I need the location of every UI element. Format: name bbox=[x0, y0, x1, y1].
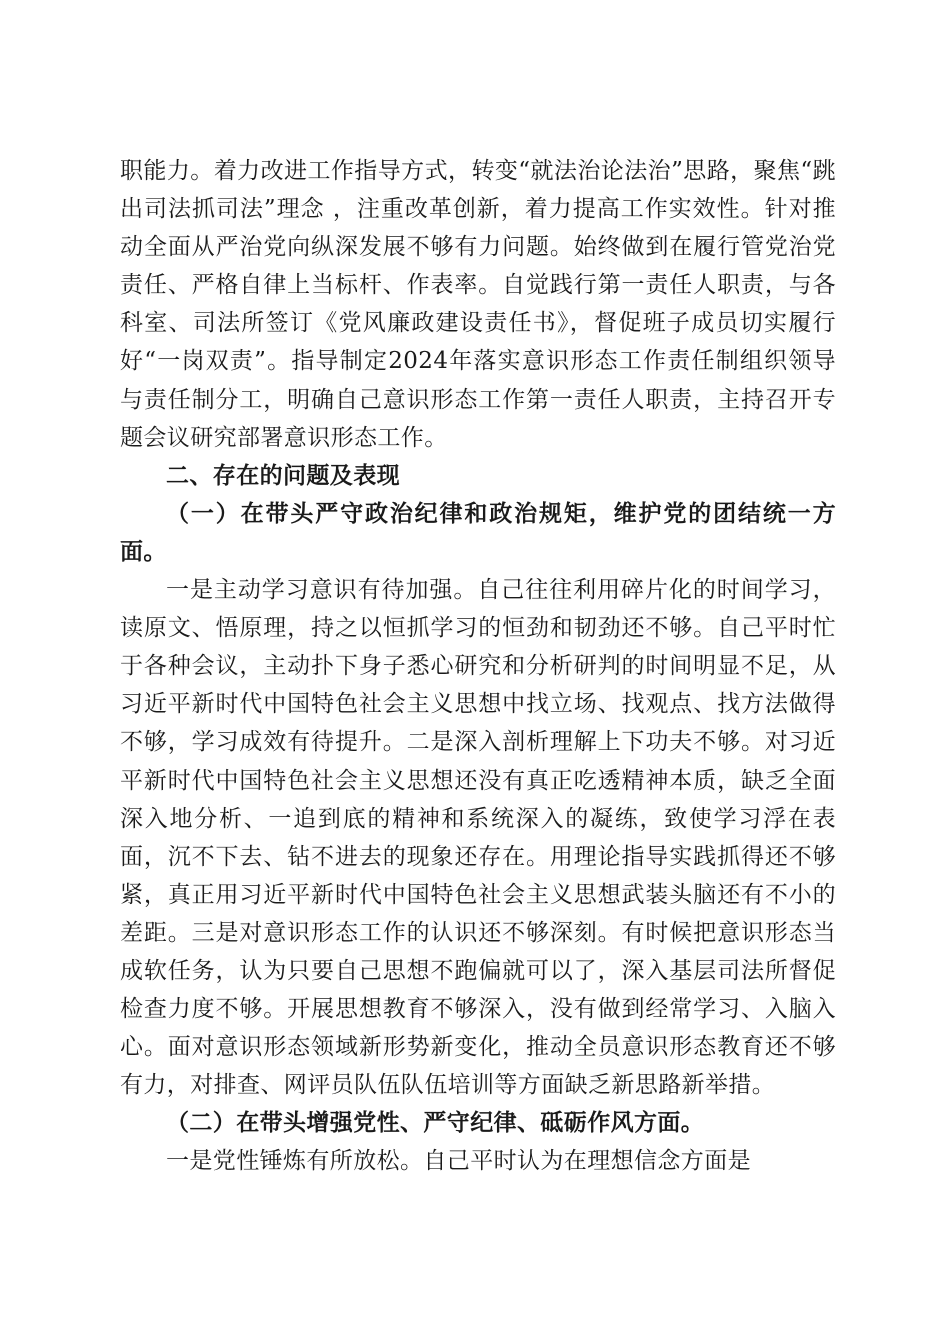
body-paragraph-continued: 职能力。着力改进工作指导方式，转变“就法治论法治”思路，聚焦“跳出司法抓司法”理念 ，注重改革创新，着力提高工作实效性。针对推动全面从严治党向纵深发展不够有力问题。始终做到在履行管党治党责任、严格自律上当标杆、作表率。自觉践行第一责任人职责，与各科室、司法所签订《党风廉政建设责任书》，督促班子成员切实履行好“一岗双责”。指导制定2024年落实意识形态工作责任制组织领导与责任制分工，明确自己意识形态工作第一责任人职责，主持召开专题会议研究部署意识形态工作。 bbox=[120, 158, 836, 451]
subsection-heading-political-discipline: （一）在带头严守政治纪律和政治规矩，维护党的团结统一方面。 bbox=[120, 499, 836, 565]
section-heading-problems: 二、存在的问题及表现 bbox=[166, 462, 400, 489]
body-paragraph-party-spirit: 一是党性锤炼有所放松。自己平时认为在理想信念方面是 bbox=[166, 1148, 751, 1175]
subsection-heading-party-spirit: （二）在带头增强党性、严守纪律、砥砺作风方面。 bbox=[166, 1109, 705, 1137]
body-paragraph-study-issues: 一是主动学习意识有待加强。自己往往利用碎片化的时间学习，读原文、悟原理，持之以恒抓学习的恒劲和韧劲还不够。自己平时忙于各种会议，主动扑下身子悉心研究和分析研判的时间明显不足，从习近平新时代中国特色社会主义思想中找立场、找观点、找方法做得不够，学习成效有待提升。二是深入剖析理解上下功夫不够。对习近平新时代中国特色社会主义思想还没有真正吃透精神本质，缺乏全面深入地分析、一追到底的精神和系统深入的凝练，致使学习浮在表面，沉不下去、钻不进去的现象还存在。用理论指导实践抓得还不够紧，真正用习近平新时代中国特色社会主义思想武装头脑还有不小的差距。三是对意识形态工作的认识还不够深刻。有时候把意识形态当成软任务，认为只要自己思想不跑偏就可以了，深入基层司法所督促检查力度不够。开展思想教育不够深入，没有做到经常学习、入脑入心。面对意识形态领域新形势新变化，推动全员意识形态教育还不够有力，对排查、网评员队伍队伍培训等方面缺乏新思路新举措。 bbox=[120, 577, 836, 1099]
document-page bbox=[120, 152, 836, 1181]
